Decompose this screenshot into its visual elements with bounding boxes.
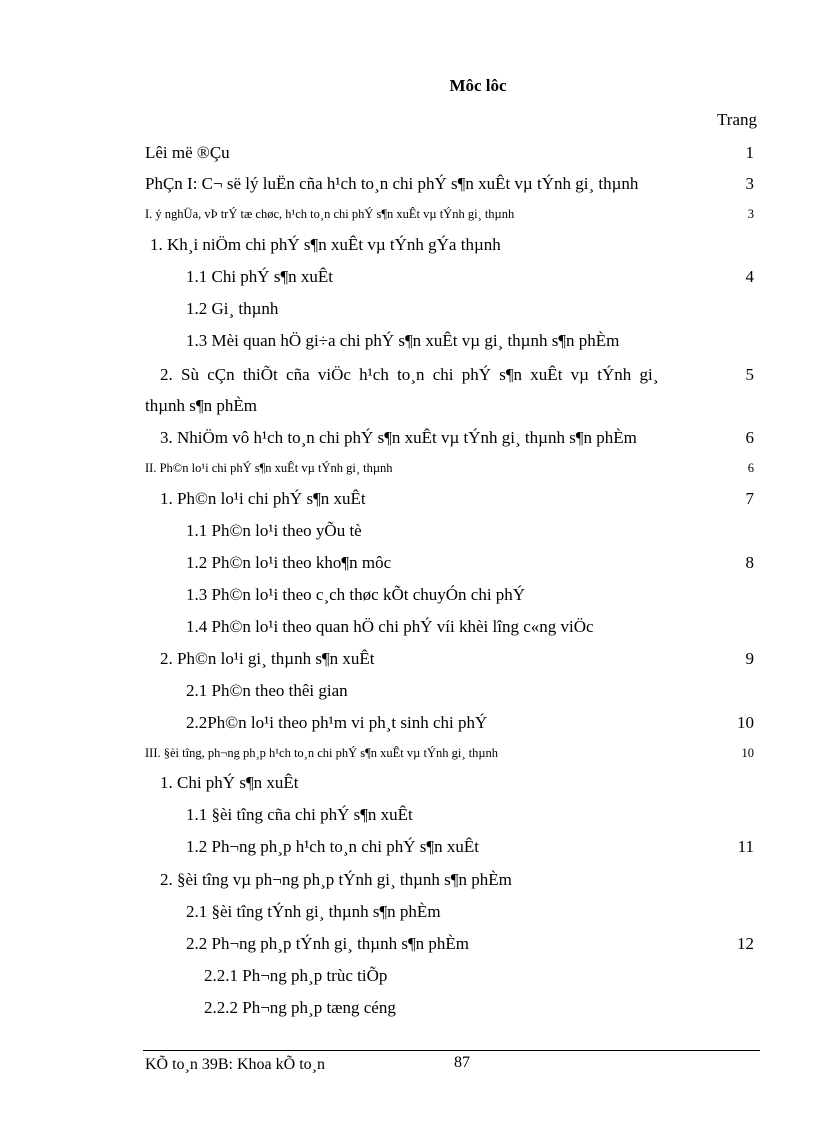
toc-entry-page: 10 xyxy=(741,746,754,760)
toc-entry-text: 1. Kh¸i niÖm chi phÝ s¶n xuÊt vµ tÝnh gÝa thµnh xyxy=(150,235,501,254)
toc-entry-page: 12 xyxy=(737,934,754,953)
toc-entry-text: 2.1 Ph©n theo thêi gian xyxy=(186,681,348,700)
toc-entry-page: 6 xyxy=(745,428,754,447)
toc-entry-text: 2. §èi tîng vµ ph¬ng ph¸p tÝnh gi¸ thµnh s¶n phÈm xyxy=(160,870,512,889)
toc-row xyxy=(0,267,816,293)
toc-entry-text: 3. NhiÖm vô h¹ch to¸n chi phÝ s¶n xuÊt vµ tÝnh gi¸ thµnh s¶n phÈm xyxy=(160,428,637,447)
toc-row xyxy=(0,617,816,643)
toc-row xyxy=(0,746,816,772)
toc-entry-page: 9 xyxy=(745,649,754,668)
toc-entry-page: 7 xyxy=(745,489,754,508)
toc-entry-page: 3 xyxy=(745,174,754,193)
toc-entry-text: PhÇn I: C¬ së lý luËn cña h¹ch to¸n chi phÝ s¶n xuÊt vµ tÝnh gi¸ thµnh xyxy=(145,174,639,193)
toc-entry-page: 6 xyxy=(747,461,754,475)
toc-entry-page: 10 xyxy=(737,713,754,732)
toc-entry-text: Lêi më ®Çu xyxy=(145,143,230,162)
toc-entry-text: 1.2 Gi¸ thµnh xyxy=(186,299,279,318)
toc-entry-text: 1.4 Ph©n lo¹i theo quan hÖ chi phÝ víi khèi lîng c«ng viÖc xyxy=(186,617,594,636)
toc-entry-page: 4 xyxy=(745,267,754,286)
toc-entry-page: 5 xyxy=(745,365,754,384)
toc-entry-text: 1.3 Ph©n lo¹i theo c¸ch thøc kÕt chuyÓn chi phÝ xyxy=(186,585,526,604)
page-title: Môc lôc xyxy=(449,76,507,95)
page-column-header: Trang xyxy=(717,110,757,129)
toc-entry-text: 1.1 Ph©n lo¹i theo yÕu tè xyxy=(186,521,362,540)
toc-entry-page: 3 xyxy=(747,207,754,221)
toc-entry-text: 2.2.1 Ph¬ng ph¸p trùc tiÕp xyxy=(204,966,388,985)
toc-row xyxy=(0,649,816,675)
toc-row xyxy=(0,174,816,200)
toc-entry-text: 2.2Ph©n lo¹i theo ph¹m vi ph¸t sinh chi phÝ xyxy=(186,713,488,732)
toc-entry-text: 2. Ph©n lo¹i gi¸ thµnh s¶n xuÊt xyxy=(160,649,375,668)
toc-entry-text: 1. Ph©n lo¹i chi phÝ s¶n xuÊt xyxy=(160,489,366,508)
toc-row xyxy=(0,521,816,547)
toc-entry-text: thµnh s¶n phÈm xyxy=(145,396,257,415)
toc-row xyxy=(0,396,816,422)
toc-row xyxy=(0,489,816,515)
footer-divider xyxy=(143,1050,760,1051)
toc-row xyxy=(0,902,816,928)
toc-row xyxy=(0,805,816,831)
toc-row xyxy=(0,870,816,896)
toc-row xyxy=(0,365,816,391)
toc-row xyxy=(0,934,816,960)
toc-row xyxy=(0,773,816,799)
footer-text: KÕ to¸n 39B: Khoa kÕ to¸n xyxy=(145,1056,325,1073)
page-number: 87 xyxy=(454,1054,470,1071)
toc-entry-text: 2.2 Ph¬ng ph¸p tÝnh gi¸ thµnh s¶n phÈm xyxy=(186,934,470,953)
toc-row xyxy=(0,143,816,169)
toc-entry-page: 8 xyxy=(745,553,754,572)
toc-entry-text: 2.1 §èi tîng tÝnh gi¸ thµnh s¶n phÈm xyxy=(186,902,441,921)
toc-entry-text: III. §èi tîng, ph¬ng ph¸p h¹ch to¸n chi phÝ s¶n xuÊt vµ tÝnh gi¸ thµnh xyxy=(145,746,499,760)
toc-entry-page: 1 xyxy=(745,143,754,162)
toc-entry-page: 11 xyxy=(737,837,754,856)
toc-entry-text: 1.1 §èi tîng cña chi phÝ s¶n xuÊt xyxy=(186,805,413,824)
toc-row xyxy=(0,553,816,579)
toc-entry-text: 1.3 Mèi quan hÖ gi÷a chi phÝ s¶n xuÊt vµ gi¸ thµnh s¶n phÈm xyxy=(186,331,620,350)
toc-row xyxy=(0,837,816,863)
toc-row xyxy=(0,681,816,707)
toc-entry-text: I. ý nghÜa, vÞ trÝ tæ chøc, h¹ch to¸n chi phÝ s¶n xuÊt vµ tÝnh gi¸ thµnh xyxy=(145,207,515,221)
toc-entry-text: 2.2.2 Ph¬ng ph¸p tæng céng xyxy=(204,998,396,1017)
toc-row xyxy=(0,713,816,739)
toc-entry-text: 1.2 Ph©n lo¹i theo kho¶n môc xyxy=(186,553,392,572)
toc-row xyxy=(0,428,816,454)
toc-row xyxy=(0,998,816,1024)
toc-row xyxy=(0,585,816,611)
toc-row xyxy=(0,207,816,233)
toc-entry-text: II. Ph©n lo¹i chi phÝ s¶n xuÊt vµ tÝnh gi¸ thµnh xyxy=(145,461,393,475)
toc-row xyxy=(0,235,816,261)
toc-entry-text: 1.2 Ph¬ng ph¸p h¹ch to¸n chi phÝ s¶n xuÊt xyxy=(186,837,479,856)
toc-row xyxy=(0,331,816,357)
toc-entry-text: 1.1 Chi phÝ s¶n xuÊt xyxy=(186,267,334,286)
toc-row xyxy=(0,299,816,325)
toc-entry-text: 2. Sù cÇn thiÕt cña viÖc h¹ch to¸n chi phÝ s¶n xuÊt vµ tÝnh gi¸ xyxy=(160,365,659,384)
toc-row xyxy=(0,461,816,487)
toc-row xyxy=(0,966,816,992)
toc-entry-text: 1. Chi phÝ s¶n xuÊt xyxy=(160,773,299,792)
